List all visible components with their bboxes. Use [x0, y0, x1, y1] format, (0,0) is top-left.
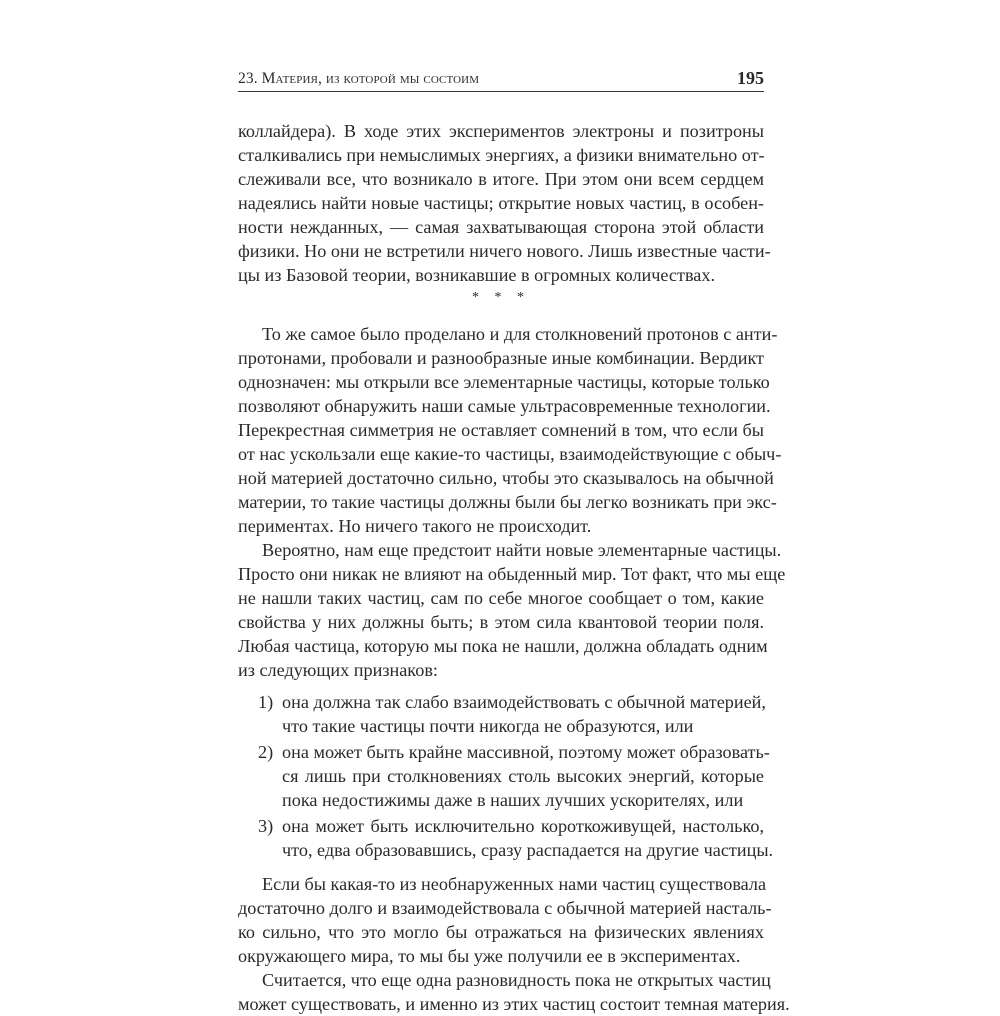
- list-item-number: 3): [258, 816, 274, 836]
- text-line: ся лишь при столкновениях столь высоких энергий, которые: [282, 766, 764, 786]
- text-line: слеживали все, что возникало в итоге. При этом они всем сердцем: [238, 169, 764, 189]
- running-title: 23. Материя, из которой мы состоим: [238, 70, 480, 87]
- text-line: Если бы какая-то из необнаруженных нами частиц существовала: [262, 874, 767, 894]
- text-line: окружающего мира, то мы бы уже получили ее в экспериментах.: [238, 946, 741, 966]
- list-item-continuation: [258, 838, 774, 862]
- text-line: Любая частица, которую мы пока не нашли, должна обладать одним: [238, 636, 768, 656]
- text-line: физики. Но они не встретили ничего нового. Лишь известные части-: [238, 241, 771, 261]
- text-line: однозначен: мы открыли все элементарные частицы, которые только: [238, 372, 770, 392]
- list-item: [258, 740, 770, 764]
- text-line: из следующих признаков:: [238, 660, 438, 680]
- text-line: периментах. Но ничего такого не происходит.: [238, 516, 592, 536]
- text-line: что такие частицы почти никогда не образуются, или: [282, 716, 694, 736]
- text-line: Считается, что еще одна разновидность пока не открытых частиц: [262, 970, 771, 990]
- page-number: 195: [737, 68, 764, 88]
- text-line: может существовать, и именно из этих частиц состоит темная материя.: [238, 994, 790, 1014]
- text-line: цы из Базовой теории, возникавшие в огромных количествах.: [238, 265, 716, 285]
- text-line: надеялись найти новые частицы; открытие новых частиц, в особен-: [238, 193, 764, 213]
- text-line: свойства у них должны быть; в этом сила квантовой теории поля.: [238, 612, 764, 632]
- section-break: * * *: [472, 290, 530, 305]
- list-item-number: 1): [258, 692, 274, 712]
- text-line: ко сильно, что это могло бы отражаться на физических явлениях: [238, 922, 764, 942]
- list-item-number: 2): [258, 742, 274, 762]
- list-item: [258, 690, 764, 714]
- text-line: Перекрестная симметрия не оставляет сомнений в том, что если бы: [238, 420, 764, 440]
- text-line: пока недостижимы даже в наших лучших ускорителях, или: [282, 790, 744, 810]
- text-line: от нас ускользали еще какие-то частицы, взаимодействующие с обыч-: [238, 444, 782, 464]
- text-line: ности нежданных, — самая захватывающая сторона этой области: [238, 217, 764, 237]
- text-line: не нашли таких частиц, сам по себе многое сообщает о том, какие: [238, 588, 764, 608]
- page-header: [238, 69, 764, 92]
- text-line: коллайдера). В ходе этих экспериментов электроны и позитроны: [238, 121, 764, 141]
- text-line: достаточно долго и взаимодействовала с обычной материей насталь-: [238, 898, 772, 918]
- text-line: ной материей достаточно сильно, чтобы это сказывалось на обычной: [238, 468, 774, 488]
- text-line: она может быть крайне массивной, поэтому может образовать-: [282, 742, 770, 762]
- text-line: Вероятно, нам еще предстоит найти новые элементарные частицы.: [262, 540, 782, 560]
- text-line: сталкивались при немыслимых энергиях, а физики внимательно от-: [238, 145, 765, 165]
- text-line: То же самое было проделано и для столкновений протонов с анти-: [262, 324, 778, 344]
- text-line: что, едва образовавшись, сразу распадается на другие частицы.: [282, 840, 774, 860]
- text-line: позволяют обнаружить наши самые ультрасовременные технологии.: [238, 396, 771, 416]
- list-item-continuation: [258, 714, 764, 738]
- list-item-continuation: [258, 788, 764, 812]
- text-line: она должна так слабо взаимодействовать с обычной материей,: [282, 692, 766, 712]
- text-line: Просто они никак не влияют на обыденный мир. Тот факт, что мы еще: [238, 564, 786, 584]
- list-item: [258, 814, 764, 838]
- book-page: [238, 0, 786, 1000]
- text-line: протонами, пробовали и разнообразные иные комбинации. Вердикт: [238, 348, 764, 368]
- text-line: она может быть исключительно короткоживущей, настолько,: [282, 816, 764, 836]
- text-line: материи, то такие частицы должны были бы легко возникать при экс-: [238, 492, 777, 512]
- list-item-continuation: [258, 764, 764, 788]
